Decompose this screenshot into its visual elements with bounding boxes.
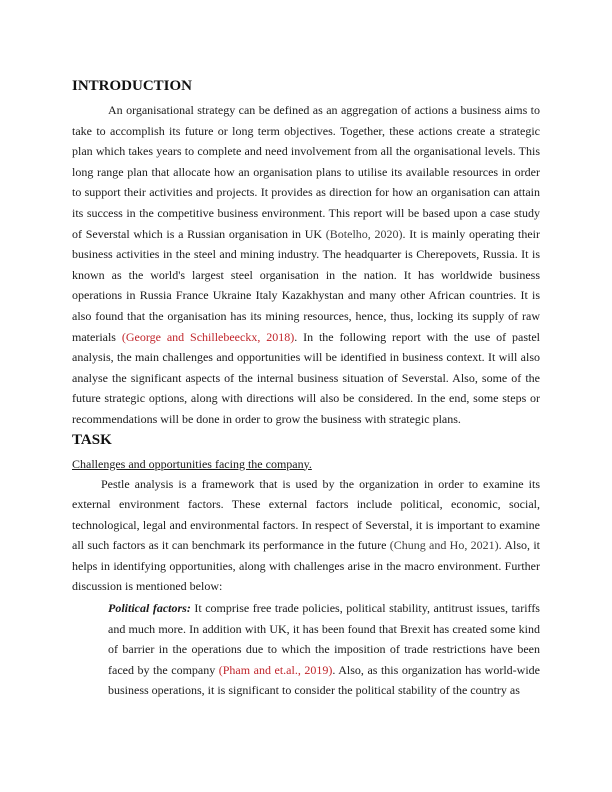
task-heading: TASK (72, 431, 112, 448)
citation-pham: (Pham and et.al., 2019) (218, 662, 333, 677)
intro-text-2: . It is mainly operating their business activities in the steel and mining industry. The headquarter is Cherepovets, Russia. It is known as the world's largest steel organisation in the nation. It has worldwide business operations in Russia France Ukraine Italy Kazakhystan and many other African countries. It is also found that the organisation has its mining resources, hence, thus, locking its supply of raw materials (72, 226, 540, 344)
citation-botelho: (Botelho, 2020) (325, 226, 403, 241)
intro-text-1: An organisational strategy can be defined as an aggregation of actions a business aims to take to accomplish its future or long term objectives. Together, these actions create a strategic plan which takes years to complete and need involvement from all the organisational levels. This long range plan that allocate how an organisation plans to utilise its available resources in order to support their activities and projects. It provides as direction for how an organisation can attain its success in the competitive business environment. This report will be based upon a case study of Severstal which is a Russian organisation in UK (72, 103, 540, 241)
pestle-text-2: . Also, it helps in identifying opportunities, along with challenges arise in the macro environment. Further discussion is mentioned below: (72, 538, 540, 594)
political-text-2: . Also, as this organization has world-wide business operations, it is significant to consider the political stability of the country as (108, 662, 540, 698)
political-factors-paragraph (108, 598, 540, 701)
pestle-paragraph (72, 474, 540, 598)
introduction-heading: INTRODUCTION (72, 78, 193, 94)
introduction-paragraph (72, 100, 540, 430)
pestle-text-1: Pestle analysis is a framework that is used by the organization in order to examine its external environment factors. These external factors include political, economic, social, technological, legal and environmental factors. In respect of Severstal, it is important to examine all such factors as it can benchmark its performance in the future (72, 476, 540, 553)
citation-george-schillebeeckx: (George and Schillebeeckx, 2018) (121, 329, 295, 344)
document-page (72, 76, 540, 713)
political-text-1: It comprise free trade policies, political stability, antitrust issues, tariffs and much more. In addition with UK, it has been found that Brexit has created some kind of barrier in the operations due to which the imposition of trade restrictions have been faced by the company (108, 601, 540, 677)
citation-chung-ho: (Chung and Ho, 2021) (389, 538, 499, 553)
intro-text-3: . In the following report with the use of pastel analysis, the main challenges and opportunities will be identified in business context. It will also analyse the significant aspects of the internal business situation of Severstal. Also, some of the future strategic options, along with directions will also be considered. In the end, some steps or recommendations will be done in order to grow the business with strategic plans. (72, 329, 540, 426)
political-factors-label: Political factors: (108, 601, 191, 616)
challenges-subheading: Challenges and opportunities facing the company. (72, 456, 312, 471)
